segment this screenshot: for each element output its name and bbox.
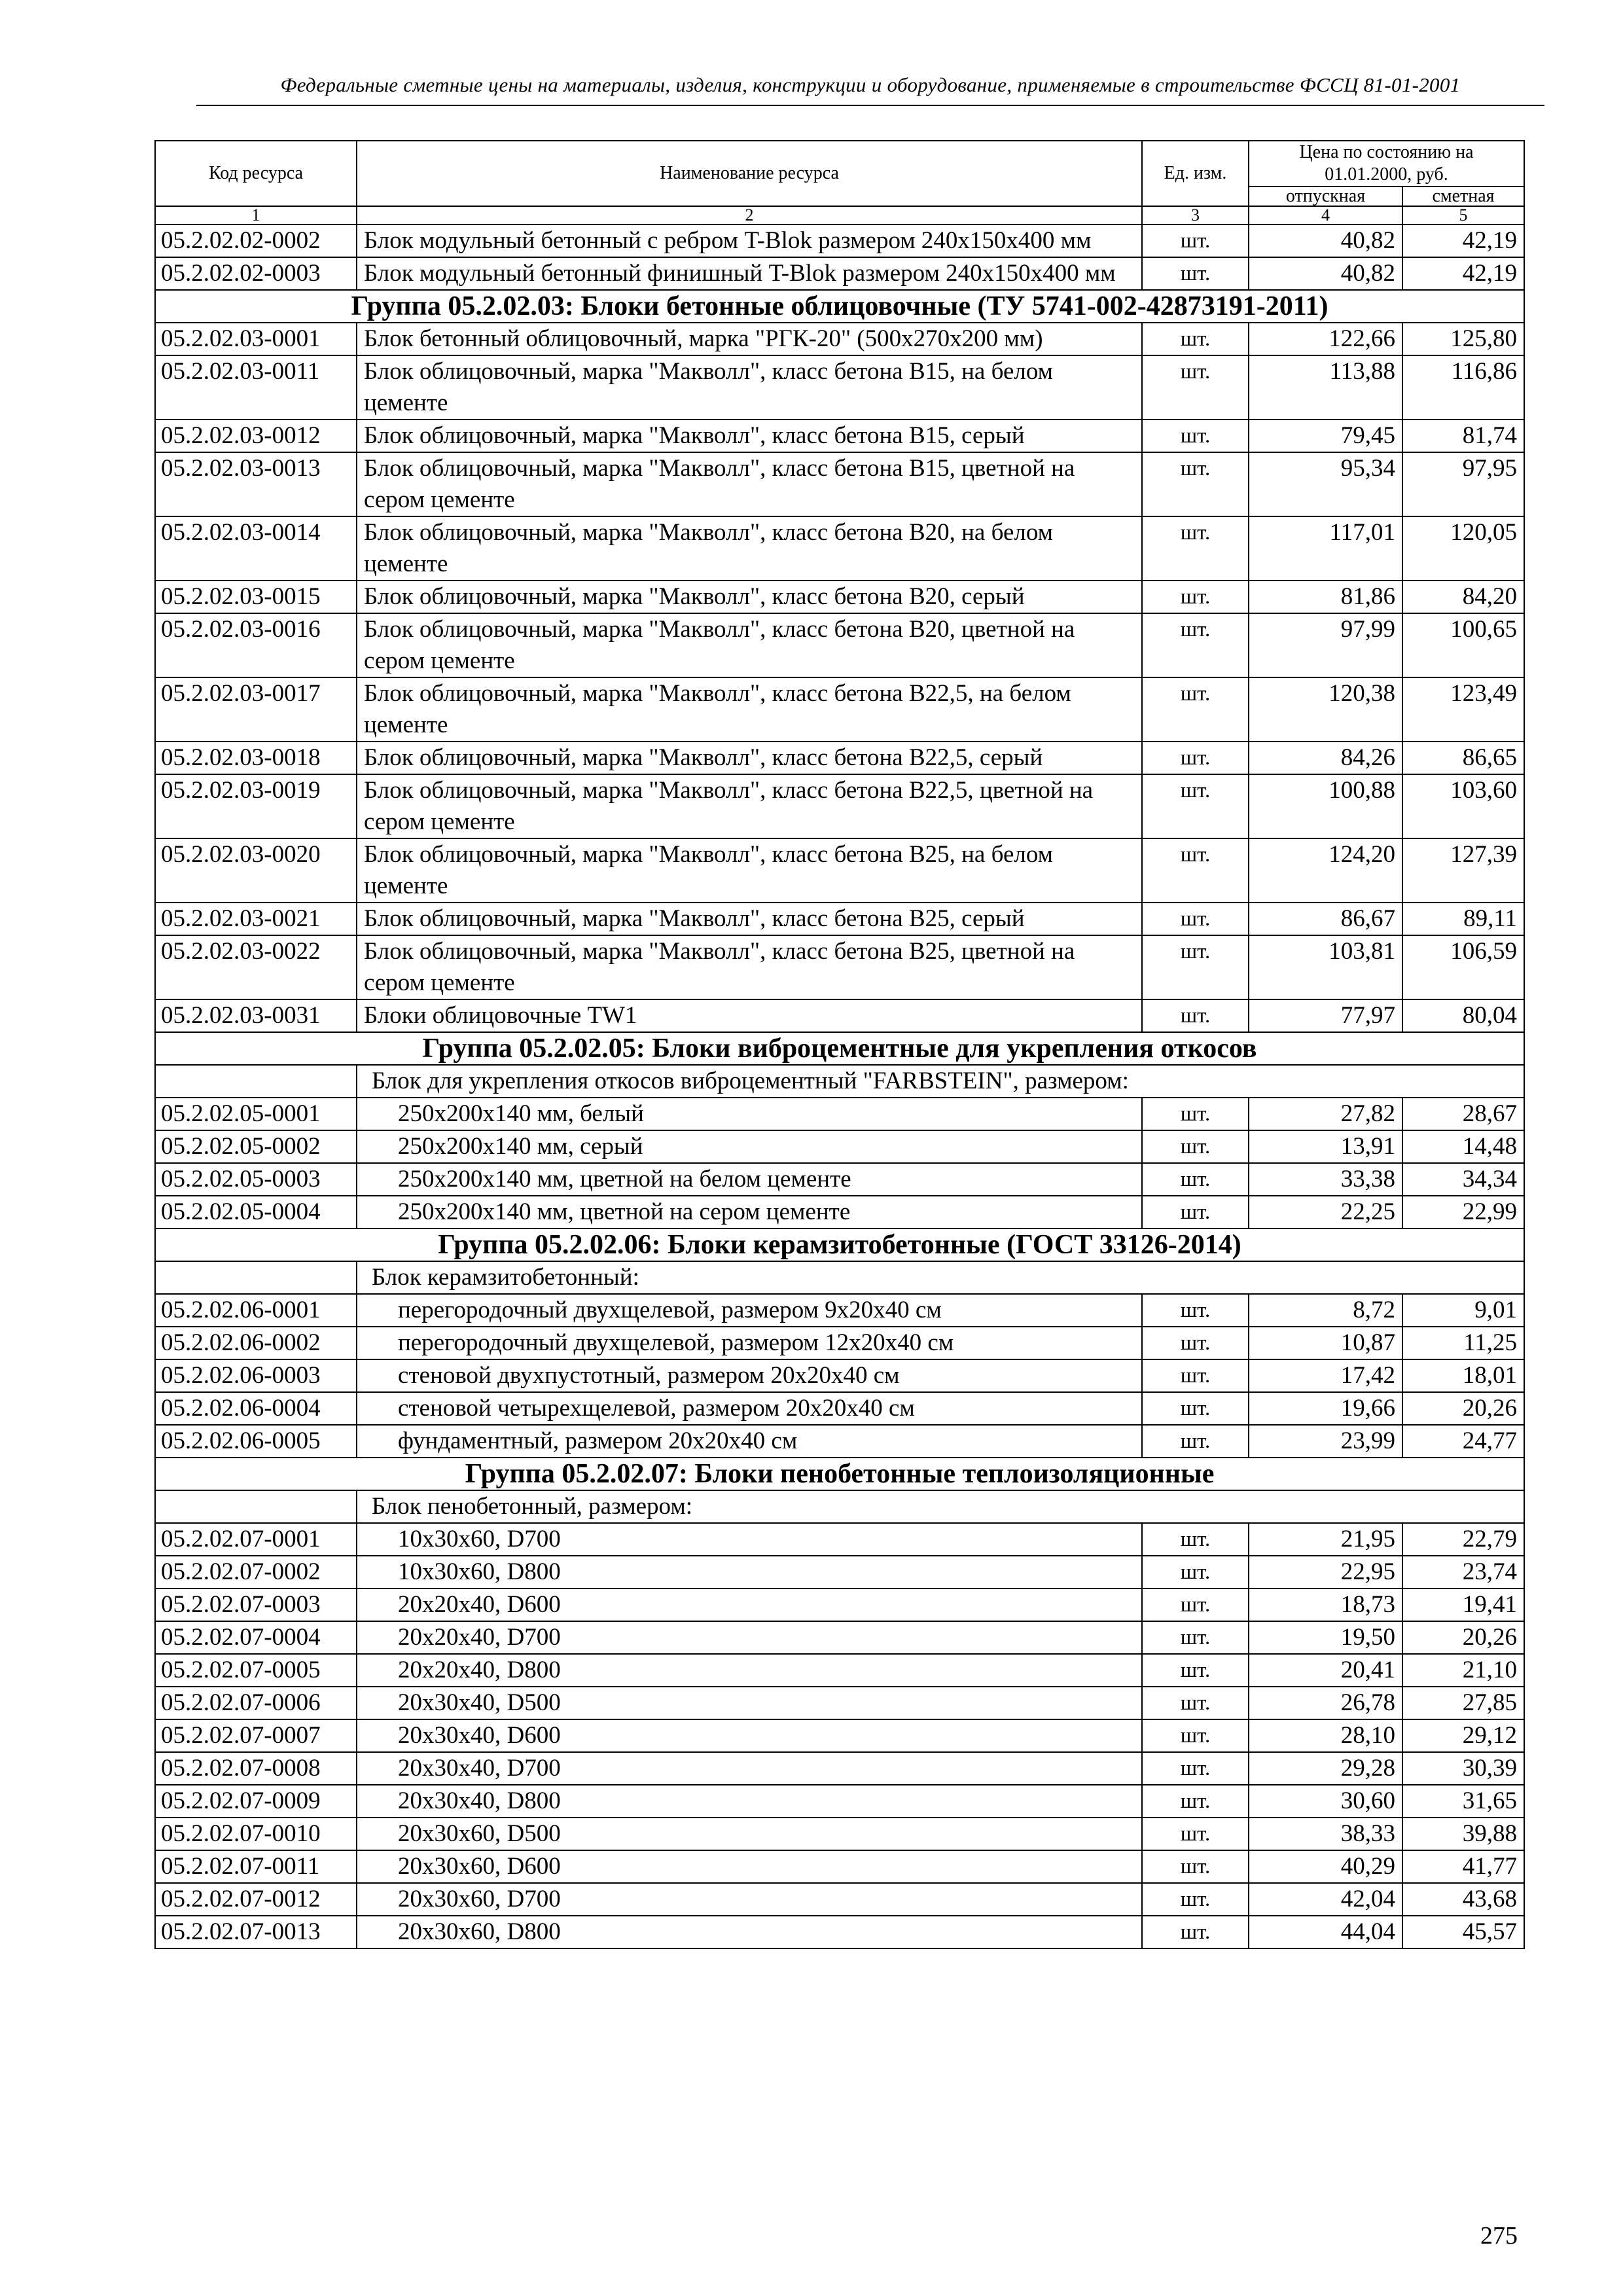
estimate-price: 18,01	[1402, 1359, 1524, 1392]
estimate-price: 80,04	[1402, 999, 1524, 1032]
estimate-price: 11,25	[1402, 1327, 1524, 1359]
group-heading-row	[155, 290, 1524, 323]
caption-row	[155, 1065, 1524, 1098]
resource-code: 05.2.02.05-0003	[155, 1163, 357, 1196]
resource-code: 05.2.02.03-0015	[155, 581, 357, 613]
estimate-price: 84,20	[1402, 581, 1524, 613]
resource-code: 05.2.02.03-0012	[155, 420, 357, 452]
estimate-price: 27,85	[1402, 1687, 1524, 1719]
page-header-title: Федеральные сметные цены на материалы, изделия, конструкции и оборудование, применяемые в строительстве ФССЦ 81-01-2001	[280, 73, 1461, 96]
estimate-price: 116,86	[1402, 355, 1524, 420]
release-price: 28,10	[1249, 1719, 1402, 1752]
estimate-price: 41,77	[1402, 1850, 1524, 1883]
unit-cell: шт.	[1142, 1359, 1249, 1392]
estimate-price: 106,59	[1402, 935, 1524, 999]
resource-name: Блок облицовочный, марка "Макволл", класс бетона В15, на белом цементе	[357, 355, 1142, 420]
resource-code: 05.2.02.03-0018	[155, 742, 357, 774]
unit-cell: шт.	[1142, 1654, 1249, 1687]
resource-name: Блок бетонный облицовочный, марка "РГК-20" (500х270х200 мм)	[357, 323, 1142, 355]
unit-cell: шт.	[1142, 516, 1249, 581]
table-row	[155, 224, 1524, 257]
release-price: 40,82	[1249, 257, 1402, 290]
resource-name: Блок облицовочный, марка "Макволл", класс бетона В22,5, цветной на сером цементе	[357, 774, 1142, 838]
resource-name: 20х20х40, D600	[357, 1588, 1142, 1621]
resource-name: стеновой четырехщелевой, размером 20х20х40 см	[357, 1392, 1142, 1425]
unit-cell: шт.	[1142, 1850, 1249, 1883]
estimate-price: 103,60	[1402, 774, 1524, 838]
table-row	[155, 742, 1524, 774]
table-row	[155, 999, 1524, 1032]
resource-code: 05.2.02.03-0020	[155, 838, 357, 903]
code-cell	[155, 1261, 357, 1294]
resource-name: фундаментный, размером 20х20х40 см	[357, 1425, 1142, 1458]
table-row	[155, 1196, 1524, 1229]
release-price: 22,95	[1249, 1556, 1402, 1588]
estimate-price: 22,79	[1402, 1523, 1524, 1556]
unit-cell: шт.	[1142, 1916, 1249, 1948]
header-name: Наименование ресурса	[357, 141, 1142, 206]
release-price: 26,78	[1249, 1687, 1402, 1719]
estimate-price: 45,57	[1402, 1916, 1524, 1948]
table-row	[155, 1327, 1524, 1359]
table-body	[155, 224, 1524, 1948]
resource-name: 20х30х60, D700	[357, 1883, 1142, 1916]
release-price: 77,97	[1249, 999, 1402, 1032]
unit-cell: шт.	[1142, 1687, 1249, 1719]
table-row	[155, 1425, 1524, 1458]
table-row	[155, 323, 1524, 355]
resource-name: Блок облицовочный, марка "Макволл", класс бетона В25, на белом цементе	[357, 838, 1142, 903]
release-price: 10,87	[1249, 1327, 1402, 1359]
release-price: 79,45	[1249, 420, 1402, 452]
resource-code: 05.2.02.06-0001	[155, 1294, 357, 1327]
table-row	[155, 355, 1524, 420]
resource-name: Блок облицовочный, марка "Макволл", класс бетона В22,5, на белом цементе	[357, 677, 1142, 742]
resource-code: 05.2.02.07-0012	[155, 1883, 357, 1916]
group-title: Группа 05.2.02.07: Блоки пенобетонные теплоизоляционные	[155, 1458, 1524, 1490]
release-price: 27,82	[1249, 1098, 1402, 1130]
estimate-price: 120,05	[1402, 516, 1524, 581]
column-number-2: 2	[357, 206, 1142, 224]
resource-code: 05.2.02.05-0002	[155, 1130, 357, 1163]
unit-cell: шт.	[1142, 774, 1249, 838]
unit-cell: шт.	[1142, 613, 1249, 677]
release-price: 44,04	[1249, 1916, 1402, 1948]
release-price: 97,99	[1249, 613, 1402, 677]
group-heading-row	[155, 1229, 1524, 1261]
unit-cell: шт.	[1142, 420, 1249, 452]
release-price: 103,81	[1249, 935, 1402, 999]
release-price: 117,01	[1249, 516, 1402, 581]
unit-cell: шт.	[1142, 1588, 1249, 1621]
release-price: 124,20	[1249, 838, 1402, 903]
release-price: 84,26	[1249, 742, 1402, 774]
table-row	[155, 257, 1524, 290]
release-price: 42,04	[1249, 1883, 1402, 1916]
estimate-price: 30,39	[1402, 1752, 1524, 1785]
release-price: 18,73	[1249, 1588, 1402, 1621]
estimate-price: 123,49	[1402, 677, 1524, 742]
table-row	[155, 1654, 1524, 1687]
estimate-price: 21,10	[1402, 1654, 1524, 1687]
release-price: 20,41	[1249, 1654, 1402, 1687]
table-row	[155, 1294, 1524, 1327]
caption-row	[155, 1490, 1524, 1523]
resource-name: 250х200х140 мм, цветной на сером цементе	[357, 1196, 1142, 1229]
table-row	[155, 1392, 1524, 1425]
estimate-price: 89,11	[1402, 903, 1524, 935]
unit-cell: шт.	[1142, 1556, 1249, 1588]
table-row	[155, 903, 1524, 935]
resource-code: 05.2.02.03-0021	[155, 903, 357, 935]
estimate-price: 39,88	[1402, 1818, 1524, 1850]
release-price: 81,86	[1249, 581, 1402, 613]
resource-code: 05.2.02.06-0005	[155, 1425, 357, 1458]
resource-name: стеновой двухпустотный, размером 20х20х40 см	[357, 1359, 1142, 1392]
unit-cell: шт.	[1142, 1163, 1249, 1196]
resource-name: 20х30х60, D500	[357, 1818, 1142, 1850]
table-row	[155, 1523, 1524, 1556]
resource-code: 05.2.02.06-0002	[155, 1327, 357, 1359]
resource-name: перегородочный двухщелевой, размером 9х20х40 см	[357, 1294, 1142, 1327]
resource-code: 05.2.02.05-0004	[155, 1196, 357, 1229]
unit-cell: шт.	[1142, 935, 1249, 999]
resource-code: 05.2.02.06-0004	[155, 1392, 357, 1425]
resource-name: Блок облицовочный, марка "Макволл", класс бетона В20, на белом цементе	[357, 516, 1142, 581]
page-number: 275	[1480, 2222, 1518, 2250]
unit-cell: шт.	[1142, 1621, 1249, 1654]
resource-code: 05.2.02.07-0005	[155, 1654, 357, 1687]
table-row	[155, 935, 1524, 999]
unit-cell: шт.	[1142, 581, 1249, 613]
group-title: Группа 05.2.02.03: Блоки бетонные облицовочные (ТУ 5741-002-42873191-2011)	[155, 290, 1524, 323]
resource-name: 20х30х60, D800	[357, 1916, 1142, 1948]
estimate-price: 24,77	[1402, 1425, 1524, 1458]
table-row	[155, 581, 1524, 613]
unit-cell: шт.	[1142, 323, 1249, 355]
resource-name: 20х30х40, D700	[357, 1752, 1142, 1785]
table-row	[155, 1818, 1524, 1850]
unit-cell: шт.	[1142, 1098, 1249, 1130]
table-row	[155, 1850, 1524, 1883]
column-number-5: 5	[1402, 206, 1524, 224]
resource-code: 05.2.02.06-0003	[155, 1359, 357, 1392]
column-number-row	[155, 206, 1524, 224]
estimate-price: 20,26	[1402, 1621, 1524, 1654]
caption-row	[155, 1261, 1524, 1294]
release-price: 33,38	[1249, 1163, 1402, 1196]
release-price: 21,95	[1249, 1523, 1402, 1556]
estimate-price: 20,26	[1402, 1392, 1524, 1425]
code-cell	[155, 1490, 357, 1523]
resource-code: 05.2.02.03-0014	[155, 516, 357, 581]
caption-text: Блок для укрепления откосов виброцементный "FARBSTEIN", размером:	[357, 1065, 1524, 1098]
unit-cell: шт.	[1142, 1392, 1249, 1425]
table-row	[155, 1719, 1524, 1752]
resource-code: 05.2.02.03-0001	[155, 323, 357, 355]
unit-cell: шт.	[1142, 452, 1249, 516]
table-row	[155, 677, 1524, 742]
estimate-price: 28,67	[1402, 1098, 1524, 1130]
release-price: 19,50	[1249, 1621, 1402, 1654]
resource-code: 05.2.02.05-0001	[155, 1098, 357, 1130]
header-estimate-price: сметная	[1402, 187, 1524, 206]
release-price: 38,33	[1249, 1818, 1402, 1850]
release-price: 29,28	[1249, 1752, 1402, 1785]
estimate-price: 14,48	[1402, 1130, 1524, 1163]
resource-name: 10х30х60, D800	[357, 1556, 1142, 1588]
code-cell	[155, 1065, 357, 1098]
table-row	[155, 1163, 1524, 1196]
resource-name: Блок облицовочный, марка "Макволл", класс бетона В15, цветной на сером цементе	[357, 452, 1142, 516]
estimate-price: 42,19	[1402, 257, 1524, 290]
release-price: 13,91	[1249, 1130, 1402, 1163]
resource-code: 05.2.02.07-0013	[155, 1916, 357, 1948]
estimate-price: 34,34	[1402, 1163, 1524, 1196]
resource-name: Блок облицовочный, марка "Макволл", класс бетона В15, серый	[357, 420, 1142, 452]
table-row	[155, 452, 1524, 516]
resource-name: 20х30х40, D500	[357, 1687, 1142, 1719]
estimate-price: 127,39	[1402, 838, 1524, 903]
table-row	[155, 516, 1524, 581]
unit-cell: шт.	[1142, 1425, 1249, 1458]
resource-code: 05.2.02.07-0010	[155, 1818, 357, 1850]
resource-name: 20х20х40, D700	[357, 1621, 1142, 1654]
resource-code: 05.2.02.03-0031	[155, 999, 357, 1032]
unit-cell: шт.	[1142, 677, 1249, 742]
unit-cell: шт.	[1142, 838, 1249, 903]
unit-cell: шт.	[1142, 999, 1249, 1032]
unit-cell: шт.	[1142, 1719, 1249, 1752]
column-number-3: 3	[1142, 206, 1249, 224]
table-row	[155, 1785, 1524, 1818]
resource-code: 05.2.02.03-0013	[155, 452, 357, 516]
resource-code: 05.2.02.07-0009	[155, 1785, 357, 1818]
table-row	[155, 774, 1524, 838]
unit-cell: шт.	[1142, 1883, 1249, 1916]
group-heading-row	[155, 1458, 1524, 1490]
table-row	[155, 1916, 1524, 1948]
table-row	[155, 1687, 1524, 1719]
resource-code: 05.2.02.03-0016	[155, 613, 357, 677]
resource-code: 05.2.02.02-0002	[155, 224, 357, 257]
release-price: 95,34	[1249, 452, 1402, 516]
table-row	[155, 1098, 1524, 1130]
group-title: Группа 05.2.02.05: Блоки виброцементные для укрепления откосов	[155, 1032, 1524, 1065]
resource-code: 05.2.02.03-0011	[155, 355, 357, 420]
table-row	[155, 838, 1524, 903]
resource-name: Блок облицовочный, марка "Макволл", класс бетона В25, серый	[357, 903, 1142, 935]
estimate-price: 43,68	[1402, 1883, 1524, 1916]
estimate-price: 125,80	[1402, 323, 1524, 355]
table-row	[155, 1359, 1524, 1392]
price-table	[154, 140, 1525, 1949]
unit-cell: шт.	[1142, 903, 1249, 935]
table-row	[155, 1588, 1524, 1621]
resource-name: 250х200х140 мм, белый	[357, 1098, 1142, 1130]
estimate-price: 86,65	[1402, 742, 1524, 774]
group-heading-row	[155, 1032, 1524, 1065]
unit-cell: шт.	[1142, 1523, 1249, 1556]
table-row	[155, 1621, 1524, 1654]
estimate-price: 81,74	[1402, 420, 1524, 452]
header-price: Цена по состоянию на 01.01.2000, руб.	[1249, 141, 1524, 187]
table-row	[155, 1556, 1524, 1588]
table-row	[155, 420, 1524, 452]
release-price: 30,60	[1249, 1785, 1402, 1818]
resource-name: Блок облицовочный, марка "Макволл", класс бетона В20, цветной на сером цементе	[357, 613, 1142, 677]
caption-text: Блок керамзитобетонный:	[357, 1261, 1524, 1294]
resource-name: 20х30х40, D600	[357, 1719, 1142, 1752]
table-row	[155, 613, 1524, 677]
resource-code: 05.2.02.03-0019	[155, 774, 357, 838]
release-price: 22,25	[1249, 1196, 1402, 1229]
resource-code: 05.2.02.07-0001	[155, 1523, 357, 1556]
resource-code: 05.2.02.07-0006	[155, 1687, 357, 1719]
release-price: 19,66	[1249, 1392, 1402, 1425]
unit-cell: шт.	[1142, 355, 1249, 420]
header-release-price: отпускная	[1249, 187, 1402, 206]
unit-cell: шт.	[1142, 1752, 1249, 1785]
release-price: 40,29	[1249, 1850, 1402, 1883]
column-number-1: 1	[155, 206, 357, 224]
release-price: 120,38	[1249, 677, 1402, 742]
resource-name: Блок модульный бетонный финишный T-Blok размером 240х150х400 мм	[357, 257, 1142, 290]
release-price: 100,88	[1249, 774, 1402, 838]
table-row	[155, 1752, 1524, 1785]
unit-cell: шт.	[1142, 742, 1249, 774]
unit-cell: шт.	[1142, 257, 1249, 290]
release-price: 23,99	[1249, 1425, 1402, 1458]
release-price: 113,88	[1249, 355, 1402, 420]
table-row	[155, 1883, 1524, 1916]
resource-name: 250х200х140 мм, цветной на белом цементе	[357, 1163, 1142, 1196]
resource-name: 20х30х40, D800	[357, 1785, 1142, 1818]
unit-cell: шт.	[1142, 1785, 1249, 1818]
resource-code: 05.2.02.07-0007	[155, 1719, 357, 1752]
group-title: Группа 05.2.02.06: Блоки керамзитобетонные (ГОСТ 33126-2014)	[155, 1229, 1524, 1261]
unit-cell: шт.	[1142, 1327, 1249, 1359]
estimate-price: 97,95	[1402, 452, 1524, 516]
resource-code: 05.2.02.03-0022	[155, 935, 357, 999]
estimate-price: 9,01	[1402, 1294, 1524, 1327]
resource-code: 05.2.02.07-0002	[155, 1556, 357, 1588]
resource-name: 10х30х60, D700	[357, 1523, 1142, 1556]
release-price: 86,67	[1249, 903, 1402, 935]
resource-name: Блок облицовочный, марка "Макволл", класс бетона В22,5, серый	[357, 742, 1142, 774]
estimate-price: 31,65	[1402, 1785, 1524, 1818]
resource-name: 20х20х40, D800	[357, 1654, 1142, 1687]
resource-name: Блок облицовочный, марка "Макволл", класс бетона В20, серый	[357, 581, 1142, 613]
resource-name: 20х30х60, D600	[357, 1850, 1142, 1883]
estimate-price: 42,19	[1402, 224, 1524, 257]
resource-name: перегородочный двухщелевой, размером 12х20х40 см	[357, 1327, 1142, 1359]
estimate-price: 23,74	[1402, 1556, 1524, 1588]
unit-cell: шт.	[1142, 1294, 1249, 1327]
resource-code: 05.2.02.07-0011	[155, 1850, 357, 1883]
resource-code: 05.2.02.02-0003	[155, 257, 357, 290]
caption-text: Блок пенобетонный, размером:	[357, 1490, 1524, 1523]
header-unit: Ед. изм.	[1142, 141, 1249, 206]
resource-name: 250х200х140 мм, серый	[357, 1130, 1142, 1163]
resource-code: 05.2.02.03-0017	[155, 677, 357, 742]
release-price: 8,72	[1249, 1294, 1402, 1327]
release-price: 17,42	[1249, 1359, 1402, 1392]
release-price: 122,66	[1249, 323, 1402, 355]
estimate-price: 100,65	[1402, 613, 1524, 677]
unit-cell: шт.	[1142, 1196, 1249, 1229]
header-code: Код ресурса	[155, 141, 357, 206]
resource-code: 05.2.02.07-0003	[155, 1588, 357, 1621]
unit-cell: шт.	[1142, 1818, 1249, 1850]
estimate-price: 22,99	[1402, 1196, 1524, 1229]
estimate-price: 29,12	[1402, 1719, 1524, 1752]
resource-code: 05.2.02.07-0004	[155, 1621, 357, 1654]
column-number-4: 4	[1249, 206, 1402, 224]
unit-cell: шт.	[1142, 224, 1249, 257]
table-header-row	[155, 141, 1524, 187]
resource-name: Блоки облицовочные TW1	[357, 999, 1142, 1032]
resource-name: Блок облицовочный, марка "Макволл", класс бетона В25, цветной на сером цементе	[357, 935, 1142, 999]
header-divider	[196, 105, 1544, 106]
resource-code: 05.2.02.07-0008	[155, 1752, 357, 1785]
resource-name: Блок модульный бетонный с ребром T-Blok размером 240х150х400 мм	[357, 224, 1142, 257]
unit-cell: шт.	[1142, 1130, 1249, 1163]
estimate-price: 19,41	[1402, 1588, 1524, 1621]
table-row	[155, 1130, 1524, 1163]
release-price: 40,82	[1249, 224, 1402, 257]
